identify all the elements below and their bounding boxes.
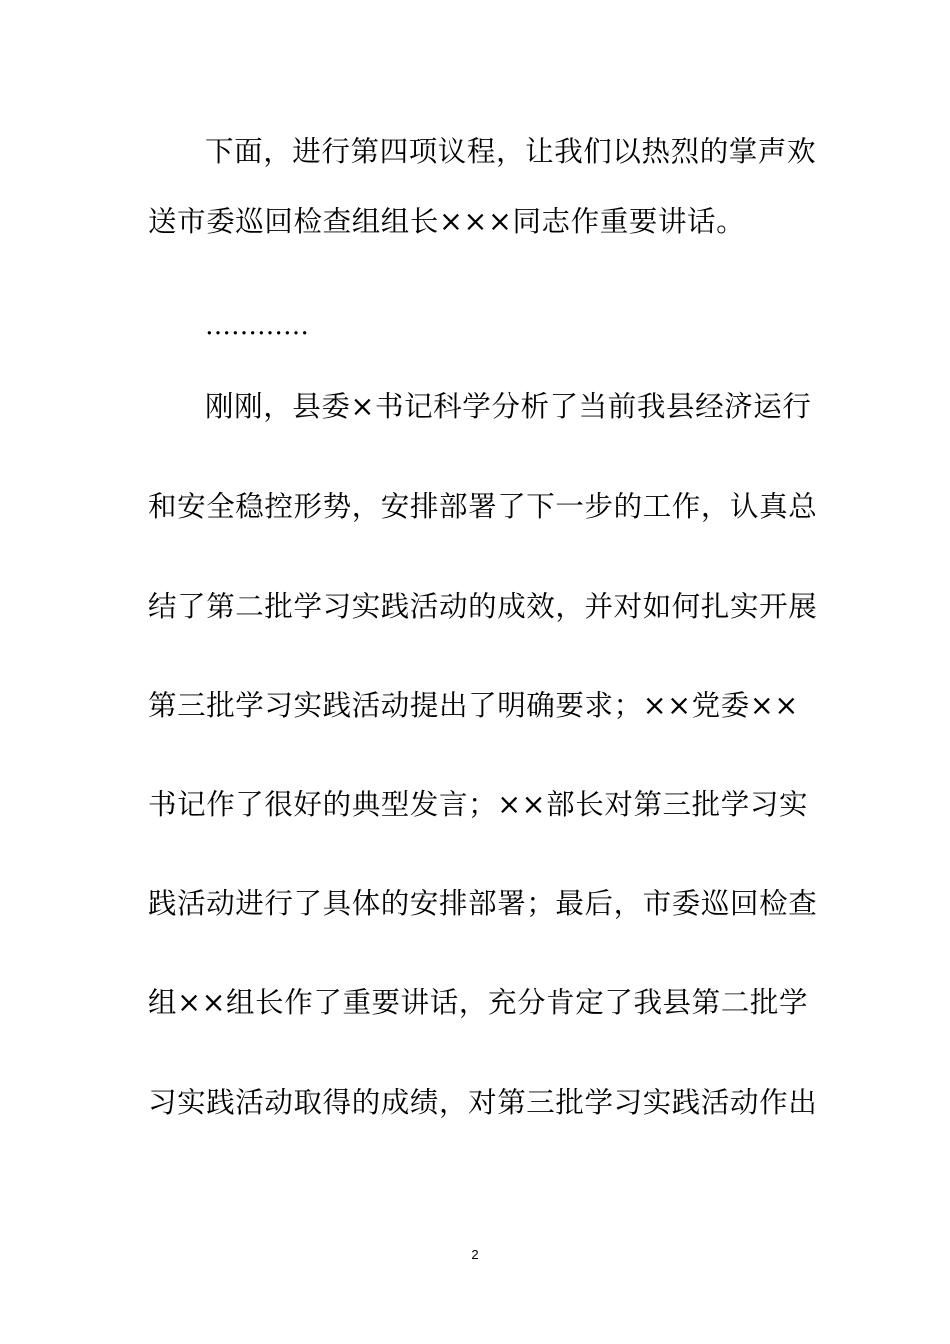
paragraph-line: 和安全稳控形势，安排部署了下一步的工作，认真总 xyxy=(148,490,818,523)
page-number: 2 xyxy=(471,1247,479,1262)
paragraph-line: 刚刚，县委×书记科学分析了当前我县经济运行 xyxy=(205,390,812,423)
paragraph-line: 送市委巡回检查组组长×××同志作重要讲话。 xyxy=(148,205,746,238)
paragraph-line: 习实践活动取得的成绩，对第三批学习实践活动作出 xyxy=(148,1086,818,1119)
paragraph-line: 践活动进行了具体的安排部署；最后，市委巡回检查 xyxy=(148,887,818,920)
paragraph-line: 结了第二批学习实践活动的成效，并对如何扎实开展 xyxy=(148,590,818,623)
paragraph-line: 书记作了很好的典型发言；××部长对第三批学习实 xyxy=(148,788,809,821)
paragraph-line: 下面，进行第四项议程，让我们以热烈的掌声欢 xyxy=(205,135,817,168)
ellipsis-line: ………… xyxy=(205,311,309,341)
paragraph-line: 组××组长作了重要讲话，充分肯定了我县第二批学 xyxy=(148,986,809,1019)
paragraph-line: 第三批学习实践活动提出了明确要求；××党委×× xyxy=(148,689,799,722)
